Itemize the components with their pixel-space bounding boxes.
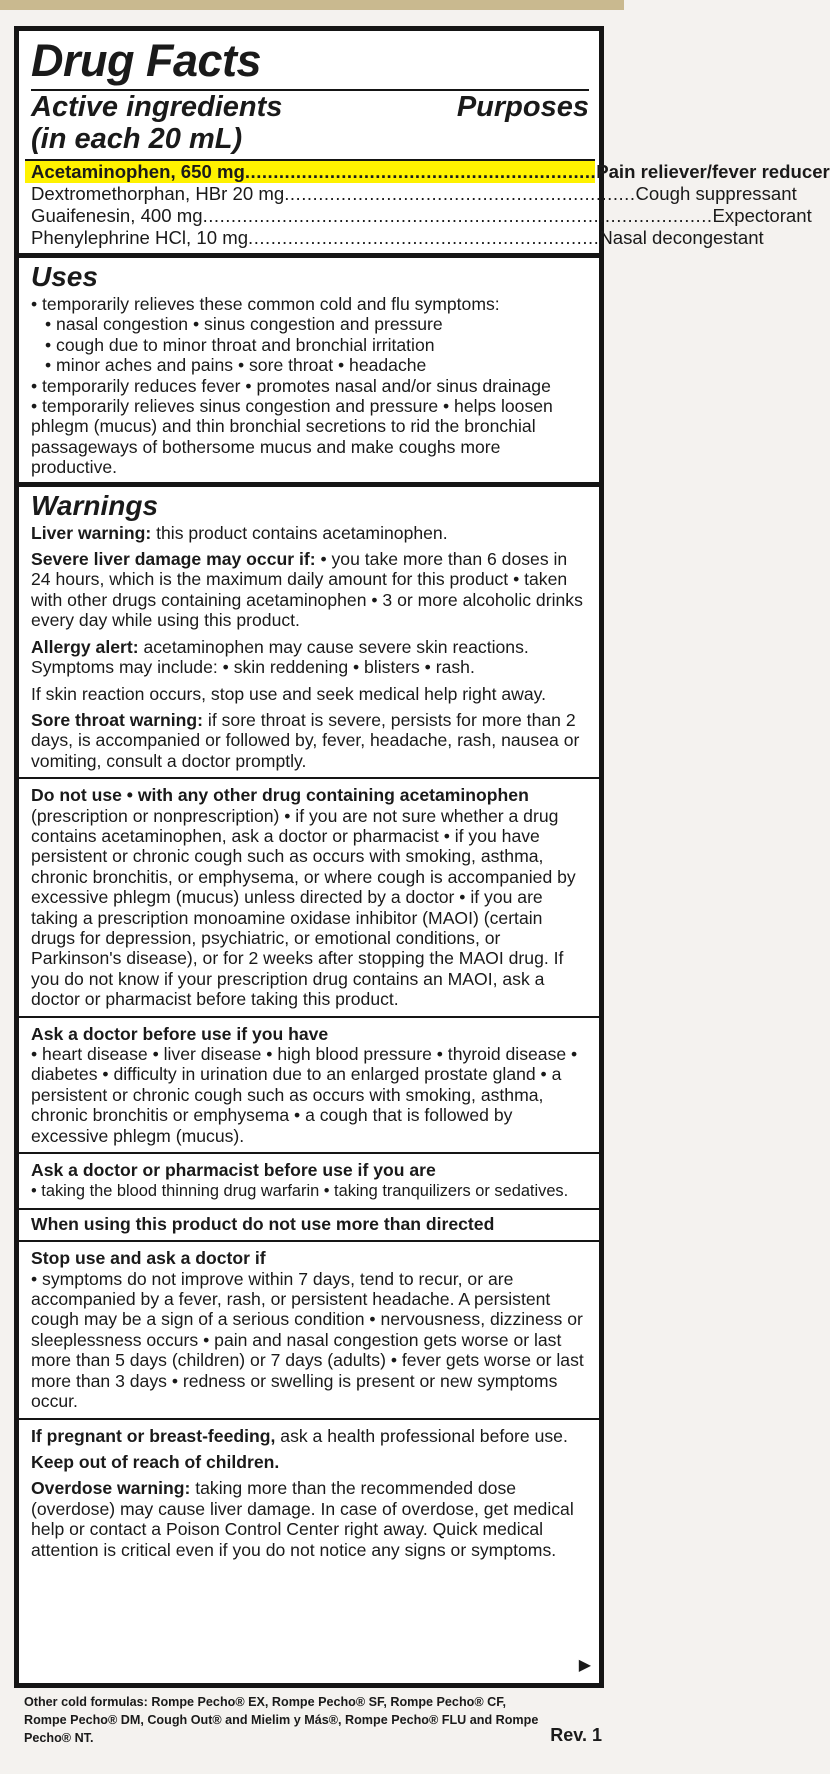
ingredient-row: [31, 183, 797, 205]
ingredient-row: [31, 205, 812, 227]
overdose-warning: [31, 1478, 589, 1560]
liver-warning-text: this product contains acetaminophen.: [151, 522, 448, 543]
uses-sub-line: • cough due to minor throat and bronchial irritation: [45, 334, 435, 355]
liver-warning: [31, 523, 589, 543]
sore-throat-text: if sore throat is severe, persists for more than 2 days, is accompanied or followed by, fever, headache, rash, nausea or vomiting, consult a doctor promptly.: [31, 709, 580, 771]
other-formulas: Other cold formulas: Rompe Pecho® EX, Rompe Pecho® SF, Rompe Pecho® CF, Rompe Pecho® DM, Cough Out® and Mielim y Más®, Rompe Pecho® FLU and Rompe Pecho® NT.: [24, 1695, 539, 1745]
ingredient-purpose: Cough suppressant: [635, 183, 797, 204]
ingredient-name: Phenylephrine HCl, 10 mg: [31, 227, 249, 248]
divider: [19, 777, 599, 779]
ask-pharmacist-text: • taking the blood thinning drug warfarin • taking tranquilizers or sedatives.: [31, 1182, 569, 1201]
stop-use-label: Stop use and ask a doctor if: [31, 1248, 266, 1269]
ingredient-name: Guaifenesin, 400 mg: [31, 205, 203, 226]
divider: [19, 1418, 599, 1420]
keep-out-label: Keep out of reach of children.: [31, 1451, 280, 1472]
uses-line: • temporarily relieves sinus congestion and pressure • helps loosen phlegm (mucus) and thin bronchial secretions to rid the bronchial passageways of bothersome mucus and make coughs more productive.: [31, 396, 553, 478]
allergy-alert-text: acetaminophen may cause severe skin reactions. Symptoms may include: • skin reddening • blisters • rash.: [31, 636, 529, 678]
ingredient-row: [25, 159, 830, 183]
uses-sub-line: • minor aches and pains • sore throat • headache: [45, 355, 427, 376]
ingredient-purpose: Pain reliever/fever reducer: [596, 161, 830, 182]
leader-dots: ..............................................................: [248, 227, 600, 248]
revision-label: Rev. 1: [550, 1725, 602, 1745]
divider: [19, 1016, 599, 1018]
sore-throat-label: Sore throat warning:: [31, 709, 204, 730]
severe-liver-label: Severe liver damage may occur if:: [31, 549, 316, 570]
severe-liver-text: • you take more than 6 doses in 24 hours, which is the maximum daily amount for this product • taken with other drugs containing acetaminophen • 3 or more alcoholic drinks every day while using this product.: [31, 549, 583, 631]
ingredient-name: Dextromethorphan, HBr 20 mg: [31, 183, 285, 204]
stop-use: [31, 1248, 589, 1411]
when-using-label: When using this product do not use more than directed: [31, 1213, 495, 1234]
do-not-use: [31, 785, 589, 1009]
overdose-text: taking more than the recommended dose (overdose) may cause liver damage. In case of overdose, get medical help or contact a Poison Control Center right away. Quick medical attention is critical even if you do not notice any signs or symptoms.: [31, 1478, 574, 1560]
ask-doctor-text: • heart disease • liver disease • high blood pressure • thyroid disease • diabetes • difficulty in urination due to an enlarged prostate gland • a persistent or chronic cough such as occurs with smoking, asthma, chronic bronchitis or emphysema • a cough that is followed by excessive phlegm (mucus).: [31, 1044, 578, 1146]
uses-heading: Uses: [31, 261, 98, 292]
ask-doctor: [31, 1024, 589, 1146]
divider: [19, 1240, 599, 1242]
when-using: [31, 1214, 589, 1234]
uses-section: [19, 258, 599, 487]
ask-pharmacist-label: Ask a doctor or pharmacist before use if you are: [31, 1160, 436, 1181]
continue-arrow-icon: ▶: [578, 1657, 591, 1674]
do-not-use-text: (prescription or nonprescription) • if you are not sure whether a drug contains acetaminophen, ask a doctor or pharmacist • if you have persistent or chronic cough such as occurs with smoking, asthma, chronic bronchitis, or emphysema, or where cough is accompanied by excessive phlegm (mucus) unless directed by a doctor • if you are taking a prescription monoamine oxidase inhibitor (MAOI) (certain drugs for depression, psychiatric, or emotional conditions, or Parkinson's disease), or for 2 weeks after stopping the MAOI drug. If you do not know if your prescription drug contains an MAOI, ask a doctor or pharmacist before taking this product.: [31, 805, 576, 1010]
active-subheading: (in each 20 mL): [31, 123, 243, 155]
drug-facts-panel: [14, 26, 830, 1688]
ask-pharmacist: [31, 1160, 589, 1202]
ingredient-purpose: Expectorant: [712, 205, 812, 226]
warnings-heading: Warnings: [31, 489, 159, 521]
liver-warning-label: Liver warning:: [31, 522, 152, 543]
do-not-use-label: Do not use • with any other drug containing acetaminophen: [31, 785, 529, 806]
sore-throat-warning: [31, 710, 589, 771]
skin-reaction-text: If skin reaction occurs, stop use and seek medical help right away.: [31, 683, 547, 704]
uses-line: • temporarily relieves these common cold and flu symptoms:: [31, 294, 500, 314]
divider: [19, 1152, 599, 1154]
drug-facts-title: Drug Facts: [31, 35, 262, 86]
leader-dots: ..........................................................................................: [202, 205, 713, 226]
stop-use-text: • symptoms do not improve within 7 days, tend to recur, or are accompanied by a fever, rash, or persistent headache. A persistent cough may be a sign of a serious condition • nervousness, dizziness or sleeplessness occurs • pain and nasal congestion gets worse or last more than 5 days (children) or 7 days (adults) • fever gets worse or last more than 3 days • redness or swelling is present or new symptoms occur.: [31, 1268, 584, 1412]
ask-doctor-label: Ask a doctor before use if you have: [31, 1023, 329, 1044]
active-ingredients-section: [19, 31, 830, 258]
pregnancy-text: ask a health professional before use.: [275, 1425, 568, 1446]
active-header-row: [31, 89, 589, 155]
allergy-alert: [31, 637, 589, 678]
leader-dots: ..............................................................: [284, 183, 636, 204]
uses-sub-line: • nasal congestion • sinus congestion and pressure: [45, 314, 443, 335]
package-edge: [0, 0, 624, 10]
pregnancy-label: If pregnant or breast-feeding,: [31, 1425, 276, 1446]
warnings-section: [19, 487, 599, 1564]
leader-dots: ..............................................................: [244, 161, 597, 182]
keep-out-of-reach: [31, 1452, 589, 1472]
ingredient-name: Acetaminophen, 650 mg: [31, 161, 245, 182]
uses-line: • temporarily reduces fever • promotes nasal and/or sinus drainage: [31, 375, 551, 396]
severe-liver-warning: [31, 549, 589, 631]
active-ingredients-heading: Active ingredients: [31, 91, 283, 123]
ingredient-row: [31, 227, 764, 249]
overdose-label: Overdose warning:: [31, 1478, 191, 1499]
pregnancy-warning: [31, 1426, 589, 1446]
divider: [19, 1208, 599, 1210]
allergy-alert-label: Allergy alert:: [31, 636, 139, 657]
purposes-heading: Purposes: [456, 91, 589, 123]
ingredient-purpose: Nasal decongestant: [599, 227, 764, 248]
